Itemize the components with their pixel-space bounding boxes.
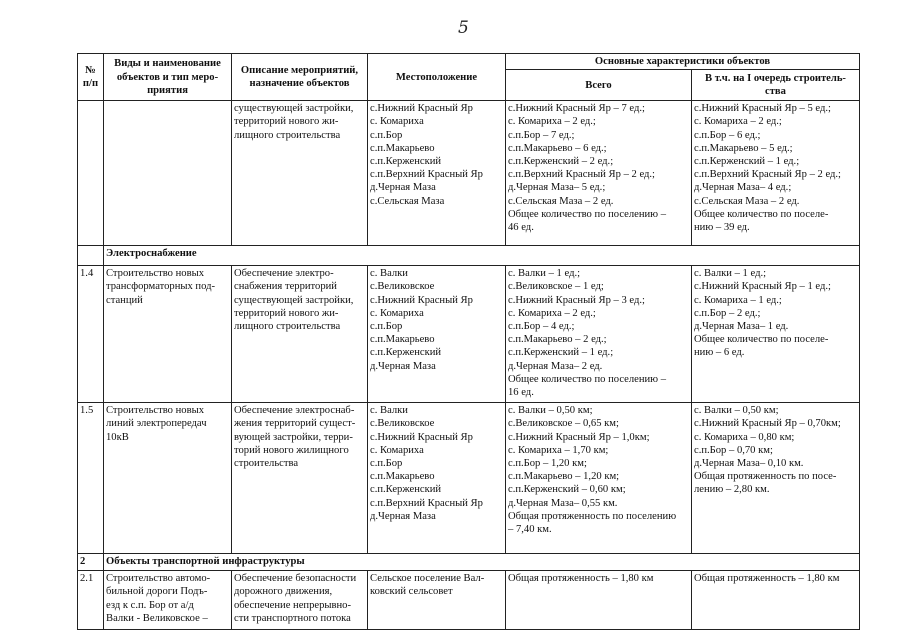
cell-location-line: с.Нижний Красный Яр <box>370 103 473 115</box>
cell-first-stage-line: с.п.Бор – 6 ед.; <box>694 129 761 141</box>
cell-description-line: Обеспечение электро- <box>234 268 334 280</box>
cell-description-line: Обеспечение электроснаб- <box>234 405 355 417</box>
cell-total-line: 46 ед. <box>508 222 534 234</box>
cell-total <box>506 266 692 403</box>
cell-first-stage-line: с. Валки – 1 ед.; <box>694 268 767 280</box>
cell-total <box>506 403 692 554</box>
cell-total-line: с.п.Бор – 7 ед.; <box>508 129 575 141</box>
cell-location-line: с.п.Бор <box>370 458 403 470</box>
cell-object-type <box>104 266 232 403</box>
cell-total-line: с.Нижний Красный Яр – 7 ед.; <box>508 103 645 115</box>
cell-location-line: с.п.Макарьево <box>370 334 435 346</box>
cell-total-line: с. Валки – 1 ед.; <box>508 268 581 280</box>
header-description <box>232 54 368 101</box>
cell-location <box>368 571 506 630</box>
cell-location-line: с. Комариха <box>370 116 424 128</box>
cell-location-line: д.Черная Маза <box>370 360 436 372</box>
cell-total-line: д.Черная Маза– 2 ед. <box>508 360 603 372</box>
cell-total-line: с.Сельская Маза – 2 ед. <box>508 195 614 207</box>
cell-total-line: с.п.Макарьево – 2 ед.; <box>508 334 607 346</box>
cell-location-line: с.п.Бор <box>370 129 403 141</box>
header-type-line: Виды и наименование <box>114 58 221 70</box>
cell-total-line: с.п.Верхний Красный Яр – 2 ед.; <box>508 169 656 181</box>
cell-object-type-line: станций <box>106 294 143 306</box>
header-description-line: Описание мероприятий, <box>240 64 359 76</box>
cell-num <box>78 101 104 246</box>
cell-total-line: с.Великовское – 0,65 км; <box>508 418 619 430</box>
cell-total-line: с.Нижний Красный Яр – 1,0км; <box>508 431 650 443</box>
cell-description <box>232 571 368 630</box>
header-type-line: объектов и тип меро- <box>116 71 219 83</box>
cell-first-stage-line: с.п.Керженский – 1 ед.; <box>694 156 800 168</box>
cell-location-line: с.п.Верхний Красный Яр <box>370 497 483 509</box>
cell-total-line: с. Комариха – 2 ед.; <box>508 307 596 319</box>
header-total: Всего <box>506 70 692 101</box>
header-num-line: п/п <box>82 78 99 90</box>
cell-location-line: с.Великовское <box>370 281 435 293</box>
header-type <box>104 54 232 101</box>
cell-object-type-line: Строительство новых <box>106 268 204 280</box>
cell-total-line: с.п.Бор – 1,20 км; <box>508 458 587 470</box>
cell-description-line: лищного строительства <box>234 321 341 333</box>
page-number: 5 <box>458 18 469 38</box>
cell-description-line: Обеспечение безопасности <box>234 573 357 585</box>
cell-location-line: ковский сельсовет <box>370 586 453 598</box>
cell-location-line: Сельское поселение Вал- <box>370 573 485 585</box>
cell-description-line: жения территорий сущест- <box>234 418 356 430</box>
cell-location-line: с. Валки <box>370 268 408 280</box>
cell-total-line: с.п.Керженский – 0,60 км; <box>508 484 626 496</box>
cell-description <box>232 101 368 246</box>
cell-object-type-line: линий электропередач <box>106 418 207 430</box>
cell-total-line: 16 ед. <box>508 387 534 399</box>
cell-total <box>506 101 692 246</box>
cell-first-stage-line: с.п.Бор – 2 ед.; <box>694 307 761 319</box>
header-first-stage-line: ства <box>765 86 786 98</box>
table-row <box>78 571 860 630</box>
cell-total-line: д.Черная Маза– 0,55 км. <box>508 497 618 509</box>
cell-location-line: с.п.Керженский <box>370 156 442 168</box>
cell-total-line: с. Комариха – 1,70 км; <box>508 444 609 456</box>
cell-location-line: с.Сельская Маза <box>370 195 445 207</box>
cell-description-line: существующей застройки, <box>234 294 354 306</box>
cell-first-stage <box>692 101 860 246</box>
cell-object-type-line: 10кВ <box>106 431 129 443</box>
cell-first-stage-line: с.п.Бор – 0,70 км; <box>694 444 773 456</box>
cell-description-line: строительства <box>234 458 299 470</box>
header-location <box>368 54 506 101</box>
cell-location-line: с.п.Макарьево <box>370 471 435 483</box>
cell-location-line: с.Великовское <box>370 418 435 430</box>
header-first-stage <box>692 70 860 101</box>
cell-num: 1.4 <box>78 266 104 403</box>
cell-first-stage-line: Общая протяженность по посе- <box>694 471 837 483</box>
header-description-line: назначение объектов <box>249 78 350 90</box>
cell-description <box>232 403 368 554</box>
cell-description-line: территорий нового жи- <box>234 307 339 319</box>
objects-table <box>77 53 860 630</box>
header-first-stage-line: В т.ч. на I очередь строитель- <box>705 73 846 84</box>
cell-first-stage-line: д.Черная Маза– 4 ед.; <box>694 182 792 194</box>
cell-location-line: с. Комариха <box>370 444 424 456</box>
cell-description-line: обеспечение непрерывно- <box>234 599 351 611</box>
cell-location <box>368 403 506 554</box>
cell-total-line: с. Комариха – 2 ед.; <box>508 116 596 128</box>
cell-object-type-line: трансформаторных под- <box>106 281 216 293</box>
cell-first-stage-line: с. Комариха – 0,80 км; <box>694 431 795 443</box>
cell-object-type <box>104 403 232 554</box>
cell-first-stage <box>692 266 860 403</box>
table-body <box>78 101 860 630</box>
section-num: 2 <box>78 554 104 571</box>
cell-total-line: Общая протяженность – 1,80 км <box>508 573 654 585</box>
section-row <box>78 554 860 571</box>
cell-description-line: существующей застройки, <box>234 103 354 115</box>
cell-first-stage-line: Общее количество по поселе- <box>694 334 829 346</box>
cell-first-stage-line: с.Сельская Маза – 2 ед. <box>694 195 800 207</box>
cell-total-line: – 7,40 км. <box>508 524 552 536</box>
cell-object-type-line: езд к с.п. Бор от а/д <box>106 599 194 611</box>
cell-total-line: с.п.Керженский – 2 ед.; <box>508 156 614 168</box>
cell-first-stage <box>692 571 860 630</box>
cell-first-stage-line: Общее количество по поселе- <box>694 208 829 220</box>
cell-object-type-line: бильной дороги Подъ- <box>106 586 208 598</box>
header-num <box>78 54 104 101</box>
cell-total-line: д.Черная Маза– 5 ед.; <box>508 182 606 194</box>
cell-first-stage-line: с. Комариха – 2 ед.; <box>694 116 782 128</box>
cell-total-line: с.п.Бор – 4 ед.; <box>508 321 575 333</box>
cell-total-line: с.п.Керженский – 1 ед.; <box>508 347 614 359</box>
cell-location-line: с. Валки <box>370 405 408 417</box>
cell-object-type-line: Строительство новых <box>106 405 204 417</box>
cell-description-line: сти транспортного потока <box>234 612 351 624</box>
cell-total-line: Общее количество по поселению – <box>508 373 667 385</box>
cell-total-line: с.п.Макарьево – 1,20 км; <box>508 471 620 483</box>
cell-first-stage-line: с.Нижний Красный Яр – 1 ед.; <box>694 281 831 293</box>
header-main-characteristics: Основные характеристики объектов <box>506 54 860 70</box>
cell-location-line: д.Черная Маза <box>370 182 436 194</box>
cell-first-stage <box>692 403 860 554</box>
cell-location <box>368 101 506 246</box>
section-num <box>78 246 104 266</box>
cell-first-stage-line: с.п.Макарьево – 5 ед.; <box>694 142 793 154</box>
cell-first-stage-line: д.Черная Маза– 1 ед. <box>694 321 789 333</box>
cell-first-stage-line: с. Валки – 0,50 км; <box>694 405 779 417</box>
cell-location <box>368 266 506 403</box>
cell-total-line: с.Великовское – 1 ед; <box>508 281 604 293</box>
cell-first-stage-line: нию – 39 ед. <box>694 222 750 234</box>
header-type-line: приятия <box>147 84 188 96</box>
cell-num: 1.5 <box>78 403 104 554</box>
cell-first-stage-line: лению – 2,80 км. <box>694 484 770 496</box>
section-title: Электроснабжение <box>104 246 860 266</box>
header-location-line: Местоположение <box>395 71 478 83</box>
cell-location-line: с. Комариха <box>370 307 424 319</box>
cell-description <box>232 266 368 403</box>
cell-num: 2.1 <box>78 571 104 630</box>
table-row <box>78 403 860 554</box>
cell-description-line: торий нового жилищного <box>234 444 349 456</box>
cell-total-line: с.Нижний Красный Яр – 3 ед.; <box>508 294 645 306</box>
table-row <box>78 266 860 403</box>
table-row <box>78 101 860 246</box>
cell-total-line: Общая протяженность по поселению <box>508 510 677 522</box>
cell-first-stage-line: с.Нижний Красный Яр – 0,70км; <box>694 418 841 430</box>
cell-first-stage-line: с.п.Верхний Красный Яр – 2 ед.; <box>694 169 842 181</box>
cell-object-type <box>104 571 232 630</box>
section-title: Объекты транспортной инфраструктуры <box>104 554 860 571</box>
cell-location-line: д.Черная Маза <box>370 510 436 522</box>
cell-location-line: с.Нижний Красный Яр <box>370 431 473 443</box>
cell-object-type <box>104 101 232 246</box>
cell-location-line: с.п.Верхний Красный Яр <box>370 169 483 181</box>
cell-location-line: с.Нижний Красный Яр <box>370 294 473 306</box>
cell-first-stage-line: с. Комариха – 1 ед.; <box>694 294 782 306</box>
cell-description-line: лищного строительства <box>234 129 341 141</box>
cell-first-stage-line: нию – 6 ед. <box>694 347 745 359</box>
header-num-line: № <box>85 64 96 76</box>
cell-location-line: с.п.Макарьево <box>370 142 435 154</box>
cell-total-line: с. Валки – 0,50 км; <box>508 405 593 417</box>
cell-description-line: дорожного движения, <box>234 586 333 598</box>
cell-description-line: снабжения территорий <box>234 281 337 293</box>
cell-total <box>506 571 692 630</box>
header-row-1 <box>78 54 860 70</box>
section-row <box>78 246 860 266</box>
cell-total-line: с.п.Макарьево – 6 ед.; <box>508 142 607 154</box>
cell-location-line: с.п.Керженский <box>370 484 442 496</box>
cell-location-line: с.п.Керженский <box>370 347 442 359</box>
cell-description-line: вующей застройки, терри- <box>234 431 353 443</box>
cell-object-type-line: Валки - Великовское – <box>106 612 208 624</box>
cell-location-line: с.п.Бор <box>370 321 403 333</box>
cell-object-type-line: Строительство автомо- <box>106 573 211 585</box>
cell-description-line: территорий нового жи- <box>234 116 339 128</box>
cell-first-stage-line: д.Черная Маза– 0,10 км. <box>694 458 804 470</box>
cell-total-line: Общее количество по поселению – <box>508 208 667 220</box>
cell-first-stage-line: с.Нижний Красный Яр – 5 ед.; <box>694 103 831 115</box>
cell-first-stage-line: Общая протяженность – 1,80 км <box>694 573 840 585</box>
